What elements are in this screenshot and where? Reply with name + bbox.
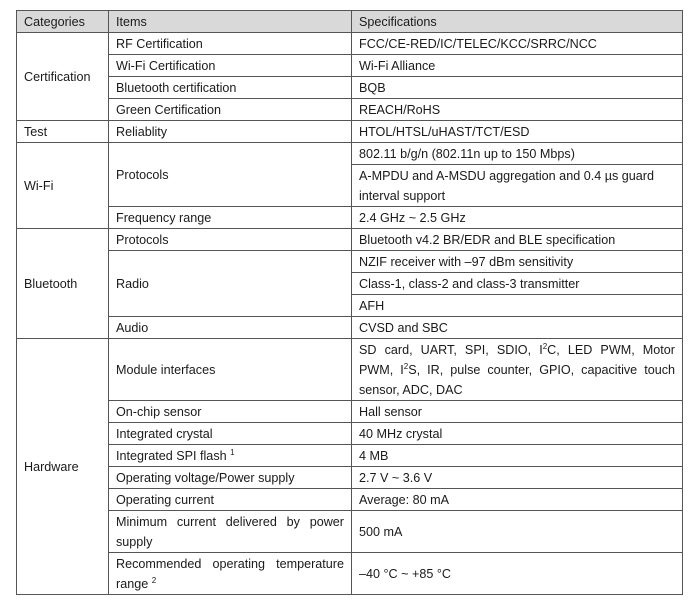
item-bluetooth-certification: Bluetooth certification xyxy=(109,77,352,99)
footnote-marker: 2 xyxy=(151,575,157,585)
item-operating-temperature: Recommended operating temperature range $^2$ xyxy=(109,553,352,595)
table-row xyxy=(17,33,683,55)
specifications-table xyxy=(16,10,683,595)
item-minimum-current: Minimum current delivered by power supply xyxy=(109,511,352,553)
item-integrated-spi-flash: Integrated SPI flash $^1$ xyxy=(109,445,352,467)
table-row xyxy=(17,553,683,595)
table-row xyxy=(17,251,683,273)
table-row xyxy=(17,207,683,229)
spec-frequency-range: 2.4 GHz ~ 2.5 GHz xyxy=(352,207,683,229)
spec-radio-1: NZIF receiver with –97 dBm sensitivity xyxy=(352,251,683,273)
item-wifi-certification: Wi-Fi Certification xyxy=(109,55,352,77)
spec-integrated-spi-flash: 4 MB xyxy=(352,445,683,467)
spec-integrated-crystal: 40 MHz crystal xyxy=(352,423,683,445)
spec-radio-3: AFH xyxy=(352,295,683,317)
header-specifications: Specifications xyxy=(352,11,683,33)
item-audio: Audio xyxy=(109,317,352,339)
item-green-certification: Green Certification xyxy=(109,99,352,121)
item-operating-current: Operating current xyxy=(109,489,352,511)
item-on-chip-sensor: On-chip sensor xyxy=(109,401,352,423)
spec-operating-voltage: 2.7 V ~ 3.6 V xyxy=(352,467,683,489)
table-row xyxy=(17,77,683,99)
item-bluetooth-protocols: Protocols xyxy=(109,229,352,251)
spec-radio-2: Class-1, class-2 and class-3 transmitter xyxy=(352,273,683,295)
spec-wifi-protocols-2: A-MPDU and A-MSDU aggregation and 0.4 µs guard interval support xyxy=(352,165,683,207)
item-reliability: Reliablity xyxy=(109,121,352,143)
header-row xyxy=(17,11,683,33)
spec-wifi-certification: Wi-Fi Alliance xyxy=(352,55,683,77)
spec-on-chip-sensor: Hall sensor xyxy=(352,401,683,423)
category-wifi: Wi-Fi xyxy=(17,143,109,229)
spec-audio: CVSD and SBC xyxy=(352,317,683,339)
table-row xyxy=(17,511,683,553)
item-frequency-range: Frequency range xyxy=(109,207,352,229)
item-operating-voltage: Operating voltage/Power supply xyxy=(109,467,352,489)
category-hardware: Hardware xyxy=(17,339,109,595)
footnote-marker: 1 xyxy=(230,447,235,457)
table-row xyxy=(17,229,683,251)
table-row xyxy=(17,317,683,339)
spec-operating-current: Average: 80 mA xyxy=(352,489,683,511)
category-certification: Certification xyxy=(17,33,109,121)
header-categories: Categories xyxy=(17,11,109,33)
spec-green-certification: REACH/RoHS xyxy=(352,99,683,121)
header-items: Items xyxy=(109,11,352,33)
spec-module-interfaces: SD card, UART, SPI, SDIO, $I^2C$, LED PWM, Motor PWM, $I^2S$, IR, pulse counter, GPIO, capacitive touch sensor, ADC, DAC xyxy=(352,339,683,401)
spec-wifi-protocols-1: 802.11 b/g/n (802.11n up to 150 Mbps) xyxy=(352,143,683,165)
item-module-interfaces: Module interfaces xyxy=(109,339,352,401)
table-row xyxy=(17,55,683,77)
spec-bluetooth-certification: BQB xyxy=(352,77,683,99)
table-row xyxy=(17,445,683,467)
table-row xyxy=(17,489,683,511)
spec-rf-certification: FCC/CE-RED/IC/TELEC/KCC/SRRC/NCC xyxy=(352,33,683,55)
table-row xyxy=(17,467,683,489)
table-row xyxy=(17,99,683,121)
table-row xyxy=(17,339,683,401)
item-rf-certification: RF Certification xyxy=(109,33,352,55)
spec-minimum-current: 500 mA xyxy=(352,511,683,553)
item-wifi-protocols: Protocols xyxy=(109,143,352,207)
table-row xyxy=(17,423,683,445)
spec-bluetooth-protocols: Bluetooth v4.2 BR/EDR and BLE specification xyxy=(352,229,683,251)
table-row xyxy=(17,401,683,423)
item-integrated-crystal: Integrated crystal xyxy=(109,423,352,445)
table-row xyxy=(17,121,683,143)
spec-reliability: HTOL/HTSL/uHAST/TCT/ESD xyxy=(352,121,683,143)
category-test: Test xyxy=(17,121,109,143)
table-row xyxy=(17,143,683,165)
item-radio: Radio xyxy=(109,251,352,317)
category-bluetooth: Bluetooth xyxy=(17,229,109,339)
spec-operating-temperature: –40 °C ~ +85 °C xyxy=(352,553,683,595)
